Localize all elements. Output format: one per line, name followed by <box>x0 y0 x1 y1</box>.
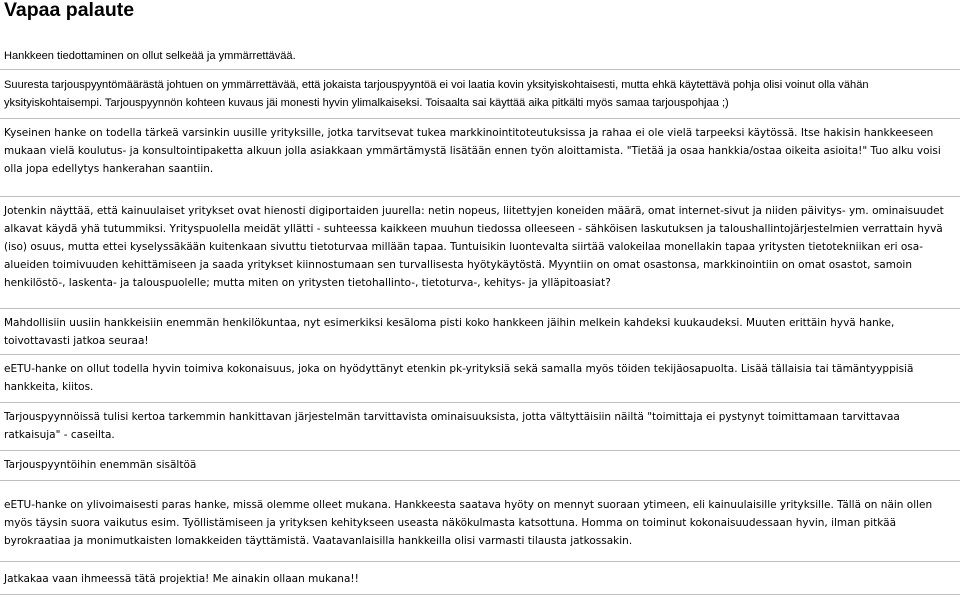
divider <box>0 561 960 562</box>
divider <box>0 402 960 403</box>
feedback-paragraph: eETU-hanke on ylivoimaisesti paras hanke, missä olemme olleet mukana. Hankkeesta saatava hyöty on mennyt suoraan ytimeen, eli kainuulaisille yrityksille. Tällä on näin ollen myös täysin suora vaikutus esim. Työllistämiseen ja yrityksen kehitykseen useasta näkökulmasta katsottuna. Homma on toiminut kokonaisuudessaan hyvin, ilman pitkää byrokraatiaa ja monimutkaisten lomakkeiden täyttämistä. Vaatavanlaisilla hankkeilla olisi varmasti tilausta jatkossakin. <box>4 499 933 547</box>
feedback-paragraph: Tarjouspyynnöissä tulisi kertoa tarkemmin hankittavan järjestelmän tarvittavista ominaisuuksista, jotta vältyttäisiin näiltä "toimittaja ei pystynyt toimittamaan tarvittavaa ratkaisuja" - caseilta. <box>4 411 900 441</box>
page-title: Vapaa palaute <box>4 0 135 21</box>
divider <box>0 69 960 70</box>
feedback-paragraph: Kyseinen hanke on todella tärkeä varsinkin uusille yrityksille, jotka tarvitsevat tukea markkinointitoteutuksissa ja rahaa ei ole vielä tarpeeksi käytössä. Itse hakisin hankkeeseen mukaan vielä koulutus- ja konsultointipaketta alkuun jolla asiakkaan ymmärtämystä lisätään ennen työn aloittamista. "Tietää ja osaa hankkia/ostaa oikeita asioita!" Tuo alku voisi olla jopa edellytys hankerahan saantiin. <box>4 127 941 175</box>
divider <box>0 450 960 451</box>
feedback-paragraph: Jotenkin näyttää, että kainuulaiset yritykset ovat hienosti digiportaiden juurella: netin nopeus, liitettyjen koneiden määrä, omat internet-sivut ja niiden päivitys- ym. ominaisuudet alkavat käydä yhä tutummiksi. Yrityspuolella meidät yllätti - suhteessa kaikkeen muuhun tiedossa olleeseen - sähköisen laskutuksen ja taloushallintojärjestelmien verrattain hyvä (iso) osuus, mutta ettei kyselyssäkään kuitenkaan sivuttu tietoturvaa millään tapaa. Tuntuisikin luontevalta siirtää valokeilaa monellakin tapaa yritysten tietotekniikan eri osa-alueiden toimivuuden kehittämiseen ja saada yritykset kiinnostumaan sen turvallisesta hyötykäytöstä. Myyntiin on omat osastonsa, markkinointiin on omat osastot, samoin henkilöstö-, laskenta- ja talouspuolelle; mutta miten on yritysten tietohallinto-, tietoturva-, kehitys- ja ylläpitoasiat? <box>4 205 944 289</box>
divider <box>0 308 960 309</box>
feedback-paragraph: Jatkakaa vaan ihmeessä tätä projektia! Me ainakin ollaan mukana!! <box>4 573 359 585</box>
divider <box>0 354 960 355</box>
feedback-paragraph: Tarjouspyyntöihin enemmän sisältöä <box>4 459 197 471</box>
divider <box>0 594 960 595</box>
feedback-paragraph: eETU-hanke on ollut todella hyvin toimiva kokonaisuus, joka on hyödyttänyt etenkin pk-yrityksiä sekä samalla myös töiden tekijäosapuolta. Lisää tällaisia tai tämäntyyppisiä hankkeita, kiitos. <box>4 363 914 393</box>
feedback-paragraph: Mahdollisiin uusiin hankkeisiin enemmän henkilökuntaa, nyt esimerkiksi kesäloma pisti koko hankkeen jäihin melkein kahdeksi kuukaudeksi. Muuten erittäin hyvä hanke, toivottavasti jatkoa seuraa! <box>4 317 895 347</box>
divider <box>0 118 960 119</box>
feedback-paragraph: Hankkeen tiedottaminen on ollut selkeää ja ymmärrettävää. <box>4 50 296 62</box>
divider <box>0 480 960 481</box>
feedback-paragraph: Suuresta tarjouspyyntömäärästä johtuen on ymmärrettävää, että jokaista tarjouspyyntöä ei voi laatia kovin yksityiskohtaisesti, mutta ehkä käytettävä pohja olisi voinut olla vähän yksityiskohtaisempi. Tarjouspyynnön kohteen kuvaus jäi monesti hyvin ylimalkaiseksi. Toisaalta sai käyttää aika pitkälti myös samaa tarjouspohjaa ;) <box>4 79 869 109</box>
divider <box>0 196 960 197</box>
